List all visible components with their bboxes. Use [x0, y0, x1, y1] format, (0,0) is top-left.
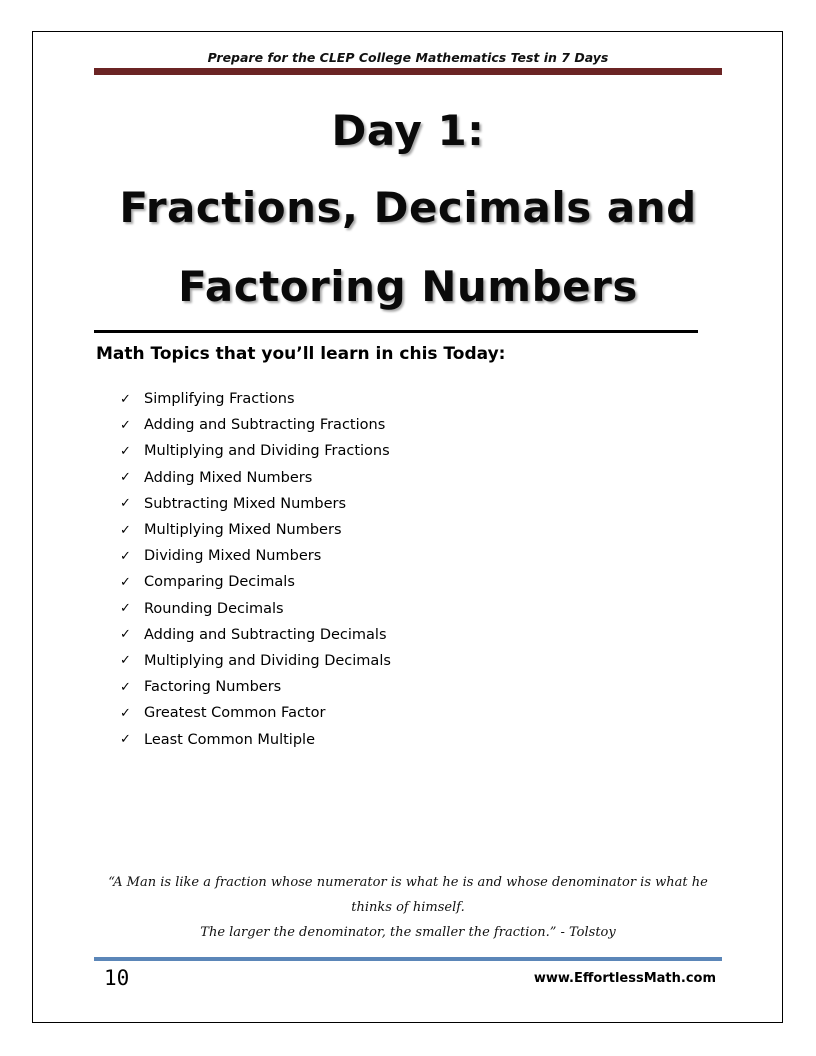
footer-rule [94, 957, 722, 961]
topic-label: Least Common Multiple [144, 731, 315, 748]
topic-label: Comparing Decimals [144, 574, 295, 591]
chapter-title-line-3: Factoring Numbers [178, 262, 638, 311]
topic-label: Multiplying Mixed Numbers [144, 522, 342, 539]
checkmark-icon: ✓ [120, 653, 131, 669]
list-item [120, 438, 391, 464]
topic-label: Adding and Subtracting Fractions [144, 417, 386, 434]
checkmark-icon: ✓ [120, 627, 131, 643]
chapter-title-line-2: Fractions, Decimals and [119, 183, 697, 232]
list-item [120, 622, 391, 648]
topic-label: Multiplying and Dividing Fractions [144, 443, 390, 460]
list-item [120, 543, 391, 569]
list-item [120, 491, 391, 517]
checkmark-icon: ✓ [120, 470, 131, 486]
page-number: 10 [104, 966, 130, 990]
header-rule [94, 68, 722, 75]
list-item [120, 569, 391, 595]
list-item [120, 726, 391, 752]
checkmark-icon: ✓ [120, 705, 131, 721]
list-item [120, 517, 391, 543]
list-item [120, 700, 391, 726]
topics-heading: Math Topics that you’ll learn in chis Today: [96, 344, 506, 364]
topic-label: Adding Mixed Numbers [144, 469, 313, 486]
checkmark-icon: ✓ [120, 417, 131, 433]
list-item [120, 386, 391, 412]
checkmark-icon: ✓ [120, 496, 131, 512]
quote-line-2: The larger the denominator, the smaller the fraction.” - Tolstoy [200, 925, 616, 940]
quote-line-1: “A Man is like a fraction whose numerator is what he is and whose denominator is what he thinks of himself. [108, 875, 708, 915]
list-item [120, 674, 391, 700]
topic-list [120, 386, 391, 753]
checkmark-icon: ✓ [120, 679, 131, 695]
checkmark-icon: ✓ [120, 443, 131, 459]
chapter-title-line-1: Day 1: [331, 106, 485, 155]
checkmark-icon: ✓ [120, 732, 131, 748]
topic-label: Rounding Decimals [144, 600, 284, 617]
checkmark-icon: ✓ [120, 574, 131, 590]
checkmark-icon: ✓ [120, 601, 131, 617]
topic-label: Adding and Subtracting Decimals [144, 626, 387, 643]
list-item [120, 596, 391, 622]
topic-label: Simplifying Fractions [144, 391, 295, 408]
topic-label: Subtracting Mixed Numbers [144, 495, 347, 512]
footer-url: www.EffortlessMath.com [533, 971, 716, 986]
topic-label: Dividing Mixed Numbers [144, 548, 322, 565]
list-item [120, 465, 391, 491]
topic-label: Greatest Common Factor [144, 705, 326, 722]
quote [94, 870, 722, 945]
list-item [120, 412, 391, 438]
checkmark-icon: ✓ [120, 391, 131, 407]
list-item [120, 648, 391, 674]
checkmark-icon: ✓ [120, 548, 131, 564]
title-rule [94, 330, 698, 333]
topic-label: Factoring Numbers [144, 679, 282, 696]
running-header: Prepare for the CLEP College Mathematics Test in 7 Days [207, 50, 609, 65]
topic-label: Multiplying and Dividing Decimals [144, 652, 391, 669]
checkmark-icon: ✓ [120, 522, 131, 538]
